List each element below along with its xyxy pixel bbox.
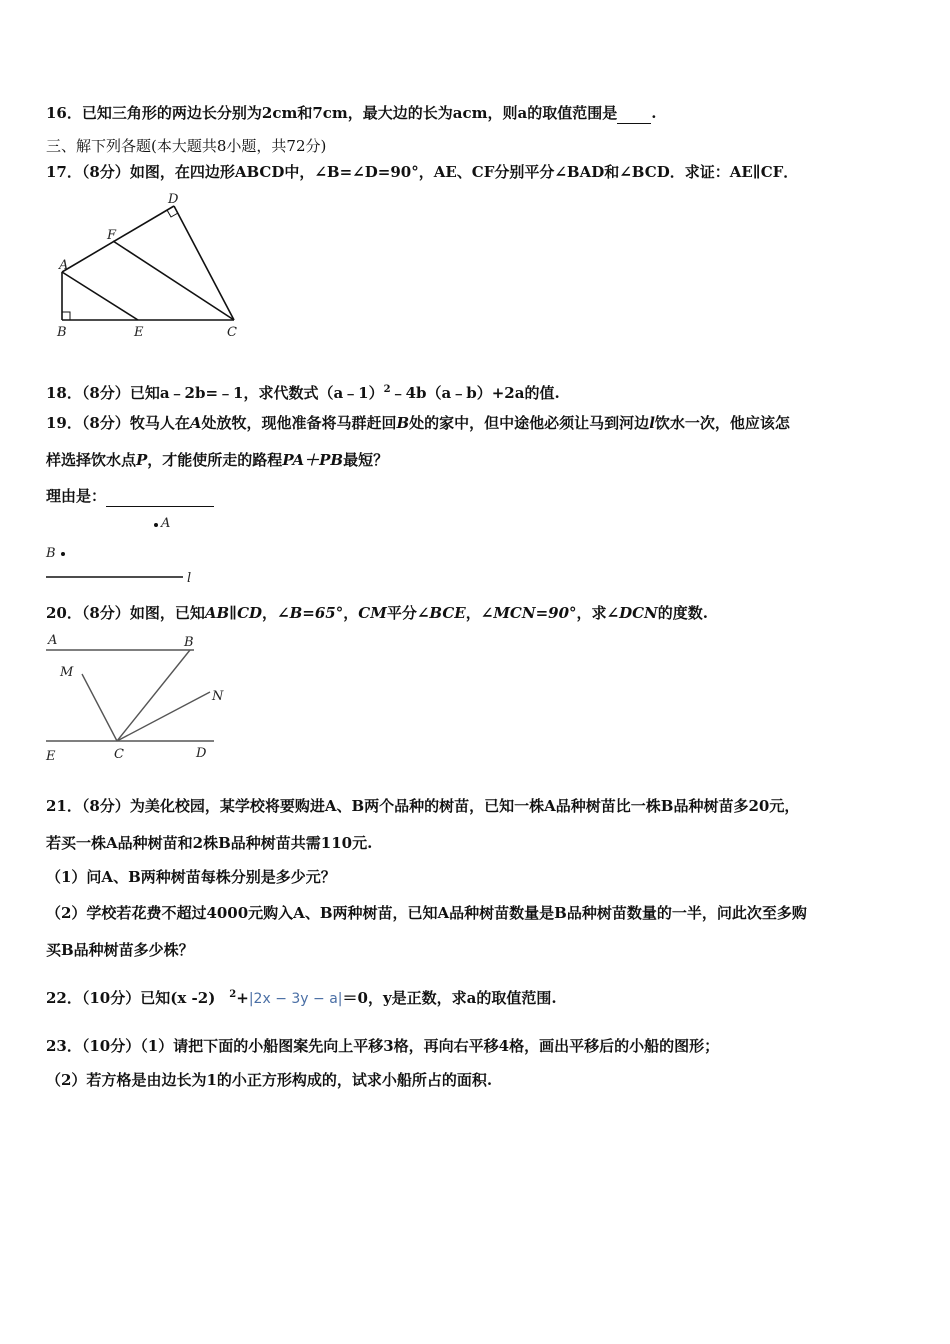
- label-d: D: [168, 192, 179, 207]
- q17-text: 如图，在四边形ABCD中，∠B=∠D=90°，AE、CF分别平分∠BAD和∠BCD．求证：AE∥CF．: [129, 163, 799, 181]
- q16-answer-blank[interactable]: [617, 103, 651, 124]
- label-e: E: [46, 749, 56, 764]
- q19-reason-blank[interactable]: [106, 486, 214, 507]
- question-18: 18．（8分）已知a﹣2b=﹣1，求代数式（a﹣1）$^2$﹣4b（a﹣b）+2a的值.: [46, 384, 560, 402]
- segment-cn: [117, 692, 210, 741]
- label-a: A: [48, 633, 58, 648]
- question-16: 16．已知三角形的两边长分别为2cm和7cm，最大边的长为acm，则a的取值范围是 .: [46, 104, 657, 122]
- point-b: [61, 552, 65, 556]
- q20-figure: [44, 630, 234, 765]
- q22-abs-formula: |2x − 3y − a|: [248, 991, 343, 1007]
- section-3-title: 三、解下列各题(本大题共8小题，共72分): [46, 137, 327, 155]
- segment-cb: [117, 650, 190, 741]
- question-19-reason: 理由是：: [46, 486, 214, 507]
- question-21-line-1: 21．（8分）为美化校园，某学校将要购进A、B两个品种的树苗，已知一株A品种树苗比一株B品种树苗多20元，: [46, 797, 800, 815]
- question-21-line-2: 若买一株A品种树苗和2株B品种树苗共需110元.: [46, 834, 373, 852]
- segment-cm: [82, 674, 117, 741]
- question-22: 22．（10分）已知(x -2) $^2$+|2x − 3y − a|＝0，y是正数，求a的取值范围.: [46, 989, 557, 1007]
- label-f: F: [107, 228, 117, 243]
- label-b: B: [46, 546, 56, 561]
- label-b: B: [57, 325, 67, 340]
- question-23-line-2: （2）若方格是由边长为1的小正方形构成的，试求小船所占的面积.: [46, 1071, 493, 1089]
- question-19-line-2: 样选择饮水点P，才能使所走的路程PA＋PB最短？: [46, 451, 389, 469]
- right-angle-b: [62, 312, 70, 320]
- segment-dc: [174, 206, 234, 320]
- question-21-part-1: （1）问A、B两种树苗每株分别是多少元？: [46, 868, 336, 886]
- label-a: A: [59, 258, 69, 273]
- question-21-part-2b: 买B品种树苗多少株？: [46, 941, 194, 959]
- label-b: B: [184, 635, 194, 650]
- q16-text: 已知三角形的两边长分别为2cm和7cm，最大边的长为acm，则a的取值范围是: [81, 104, 618, 122]
- question-20: 20．（8分）如图，已知AB∥CD，∠B=65°，CM平分∠BCE，∠MCN=90°，求∠DCN的度数.: [46, 604, 708, 622]
- question-23-line-1: 23．（10分）（1）请把下面的小船图案先向上平移3格，再向右平移4格，画出平移后的小船的图形；: [46, 1037, 720, 1055]
- segment-fc: [113, 241, 234, 320]
- q17-figure: [50, 190, 250, 345]
- segment-ae: [62, 272, 138, 320]
- q16-number: 16．: [46, 104, 82, 122]
- label-a: A: [161, 516, 171, 531]
- point-a: [154, 523, 158, 527]
- label-d: D: [196, 746, 207, 761]
- label-m: M: [60, 665, 74, 680]
- label-c: C: [114, 747, 124, 762]
- question-21-part-2a: （2）学校若花费不超过4000元购入A、B两种树苗，已知A品种树苗数量是B品种树苗数量的一半，问此次至多购: [46, 904, 807, 922]
- segment-ad: [62, 206, 174, 272]
- label-c: C: [227, 325, 237, 340]
- label-e: E: [134, 325, 144, 340]
- question-19-line-1: 19．（8分）牧马人在A处放牧，现他准备将马群赶回B处的家中，但中途他必须让马到河边l饮水一次，他应该怎: [46, 414, 790, 432]
- label-l: l: [187, 571, 192, 586]
- q19-figure: [44, 510, 204, 590]
- question-17: 17．（8分）如图，在四边形ABCD中，∠B=∠D=90°，AE、CF分别平分∠BAD和∠BCD．求证：AE∥CF．: [46, 163, 799, 181]
- label-n: N: [212, 689, 224, 704]
